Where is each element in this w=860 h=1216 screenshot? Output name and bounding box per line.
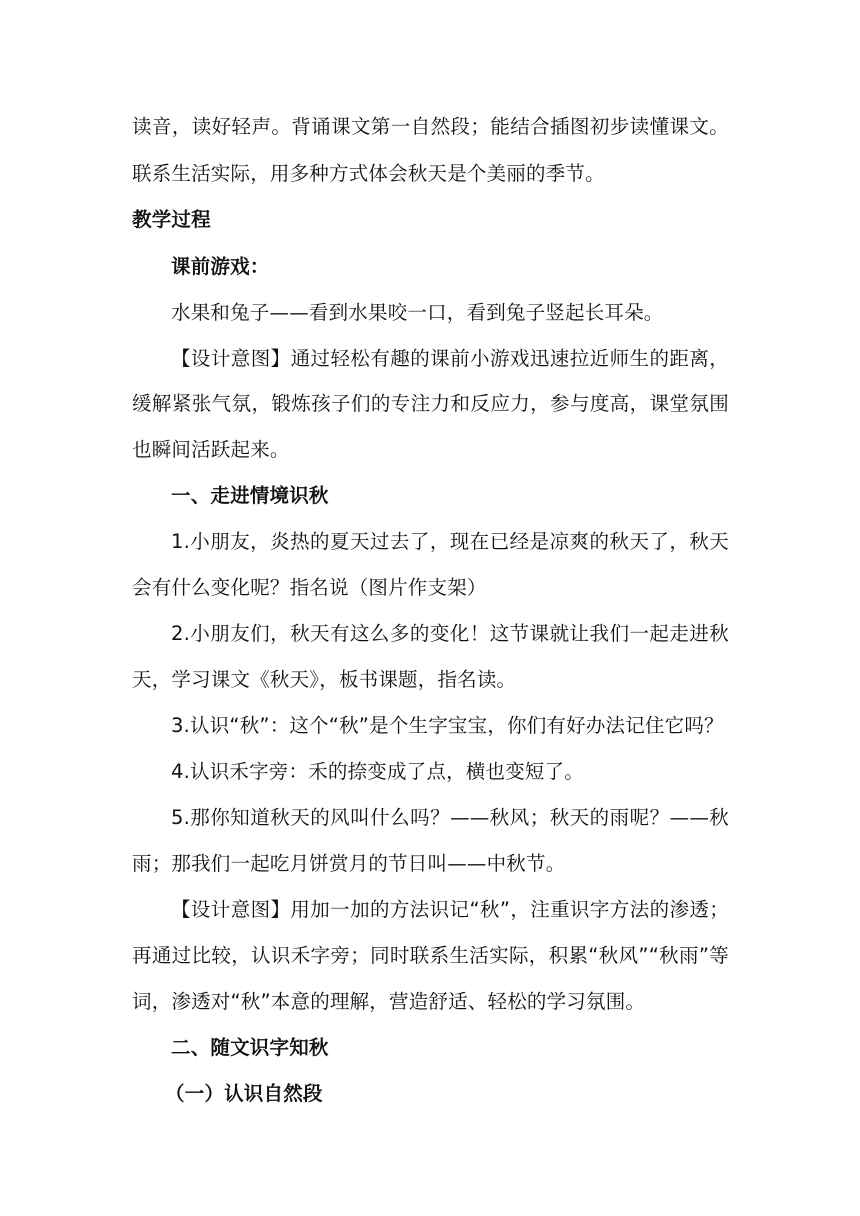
paragraph-line: 3.认识“秋”：这个“秋”是个生字宝宝，你们有好办法记住它吗？: [171, 714, 724, 737]
section-heading: 一、走进情境识秋: [171, 484, 329, 507]
paragraph-line: 读音，读好轻声。背诵课文第一自然段；能结合插图初步读懂课文。: [132, 115, 729, 138]
paragraph-line: 联系生活实际，用多种方式体会秋天是个美丽的季节。: [132, 162, 605, 185]
paragraph-line: 水果和兔子——看到水果咬一口，看到兔子竖起长耳朵。: [171, 301, 664, 324]
paragraph-line: 5.那你知道秋天的风叫什么吗？——秋风；秋天的雨呢？——秋: [171, 806, 729, 829]
subsection-heading: 课前游戏：: [171, 255, 270, 278]
paragraph-line: 缓解紧张气氛，锻炼孩子们的专注力和反应力，参与度高，课堂氛围: [132, 392, 729, 415]
paragraph-line: 1.小朋友，炎热的夏天过去了，现在已经是凉爽的秋天了，秋天: [171, 530, 729, 553]
paragraph-line: 再通过比较，认识禾字旁；同时联系生活实际，积累“秋风”“秋雨”等: [132, 944, 729, 967]
paragraph-line: 【设计意图】用加一加的方法识记“秋”，注重识字方法的渗透；: [171, 898, 729, 921]
paragraph-line: 词，渗透对“秋”本意的理解，营造舒适、轻松的学习氛围。: [132, 990, 646, 1013]
subsection-heading: （一）认识自然段: [165, 1082, 323, 1105]
paragraph-line: 4.认识禾字旁：禾的捺变成了点，横也变短了。: [171, 760, 585, 783]
section-heading: 二、随文识字知秋: [171, 1036, 329, 1059]
section-heading: 教学过程: [132, 208, 211, 231]
paragraph-line: 雨；那我们一起吃月饼赏月的节日叫——中秋节。: [132, 852, 566, 875]
paragraph-line: 【设计意图】通过轻松有趣的课前小游戏迅速拉近师生的距离，: [171, 347, 729, 370]
paragraph-line: 会有什么变化呢？指名说（图片作支架）: [132, 576, 487, 599]
paragraph-line: 也瞬间活跃起来。: [132, 438, 290, 461]
paragraph-line: 天，学习课文《秋天》，板书课题，指名读。: [132, 668, 517, 691]
paragraph-line: 2.小朋友们，秋天有这么多的变化！这节课就让我们一起走进秋: [171, 622, 729, 645]
